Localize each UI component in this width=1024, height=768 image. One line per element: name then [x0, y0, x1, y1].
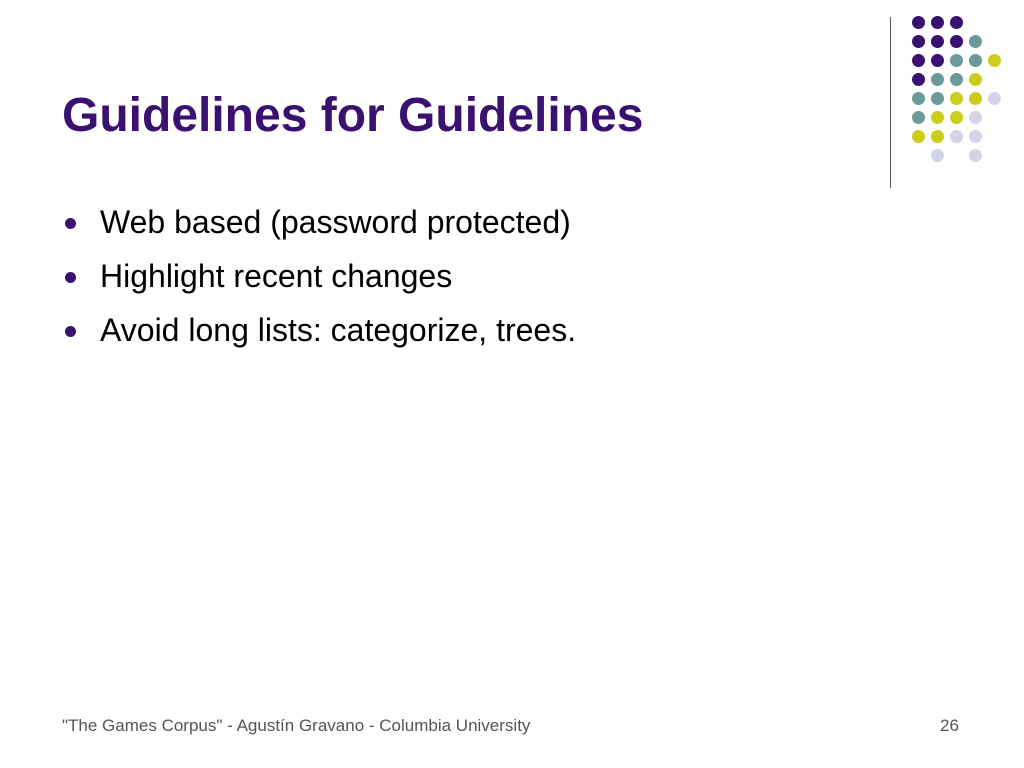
bullet-list: [62, 200, 576, 362]
bullet-dot-icon: [65, 326, 76, 337]
decorative-dot-yellow: [969, 73, 982, 86]
decorative-dot-purple: [931, 54, 944, 67]
header-divider-line: [890, 17, 891, 188]
decorative-dot-yellow: [950, 111, 963, 124]
decorative-dot-yellow: [931, 111, 944, 124]
decorative-dot-teal: [912, 111, 925, 124]
decorative-dot-teal: [969, 54, 982, 67]
decorative-dot-lavender: [969, 149, 982, 162]
decorative-dot-purple: [912, 73, 925, 86]
decorative-dot-lavender: [988, 92, 1001, 105]
page-number: 26: [940, 716, 959, 735]
bullet-item: [62, 308, 576, 362]
decorative-dot-yellow: [969, 92, 982, 105]
slide-title: Guidelines for Guidelines: [62, 89, 644, 142]
bullet-text: Highlight recent changes: [100, 258, 453, 294]
decorative-dot-purple: [950, 35, 963, 48]
decorative-dot-yellow: [988, 54, 1001, 67]
decorative-dot-purple: [912, 16, 925, 29]
decorative-dot-yellow: [950, 92, 963, 105]
decorative-dot-lavender: [950, 130, 963, 143]
bullet-dot-icon: [65, 218, 76, 229]
decorative-dot-lavender: [969, 111, 982, 124]
bullet-item: [62, 200, 576, 254]
decorative-dot-yellow: [912, 130, 925, 143]
bullet-text: Web based (password protected): [100, 204, 571, 240]
decorative-dot-teal: [931, 73, 944, 86]
bullet-dot-icon: [65, 272, 76, 283]
decorative-dot-teal: [969, 35, 982, 48]
decorative-dot-teal: [950, 73, 963, 86]
decorative-dot-teal: [950, 54, 963, 67]
decorative-dot-purple: [912, 35, 925, 48]
decorative-dot-teal: [912, 92, 925, 105]
decorative-dot-lavender: [931, 149, 944, 162]
decorative-dot-purple: [931, 35, 944, 48]
decorative-dot-purple: [931, 16, 944, 29]
decorative-dot-lavender: [969, 130, 982, 143]
bullet-item: [62, 254, 576, 308]
decorative-dot-teal: [931, 92, 944, 105]
decorative-dot-purple: [950, 16, 963, 29]
slide-footer: "The Games Corpus" - Agustín Gravano - Columbia University: [62, 716, 531, 735]
decorative-dot-purple: [912, 54, 925, 67]
decorative-dot-yellow: [931, 130, 944, 143]
bullet-text: Avoid long lists: categorize, trees.: [100, 312, 577, 348]
